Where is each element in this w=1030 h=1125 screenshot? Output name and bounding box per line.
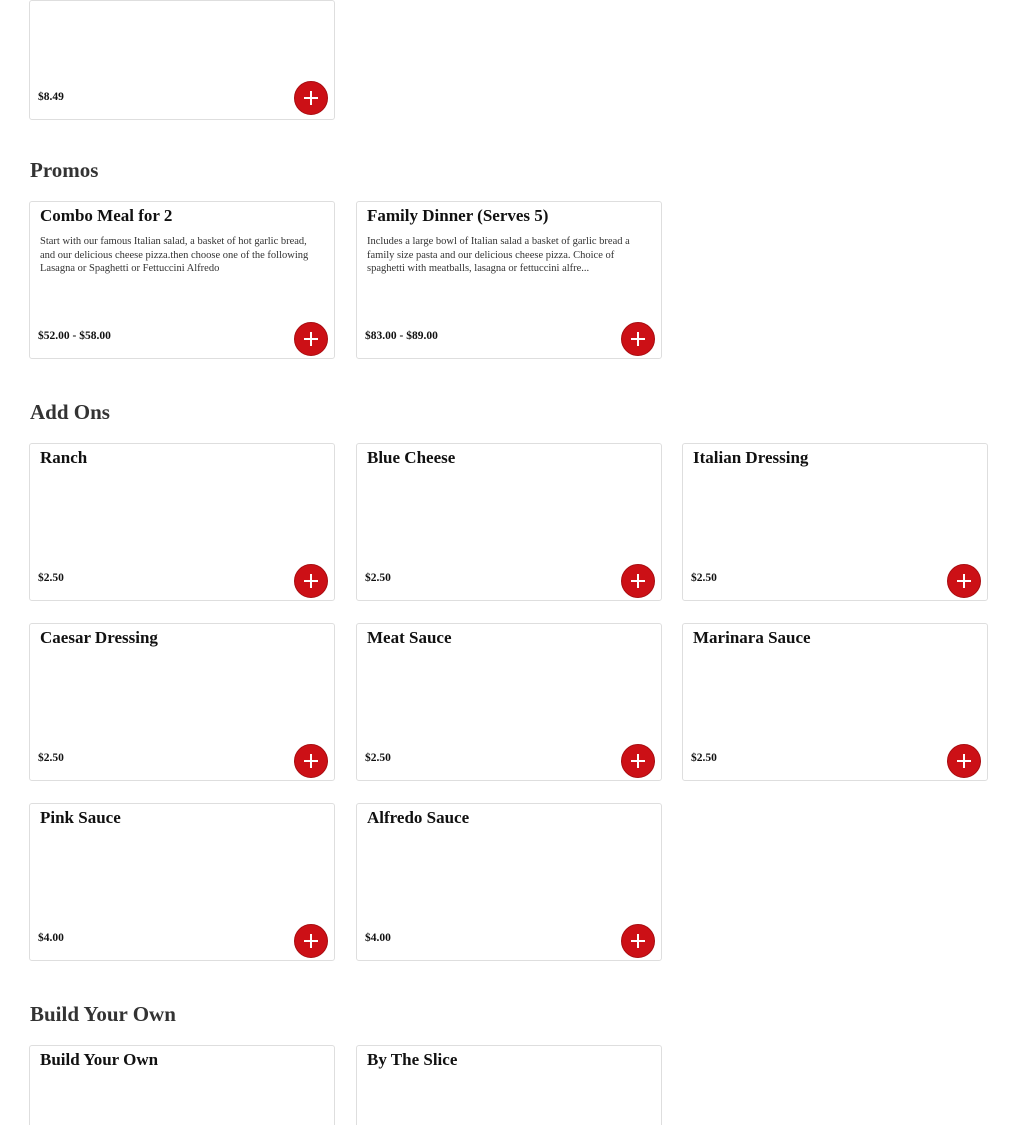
item-price: $2.50 xyxy=(365,752,391,764)
item-name: By The Slice xyxy=(367,1050,458,1069)
add-to-cart-button[interactable] xyxy=(621,744,655,778)
add-to-cart-button[interactable] xyxy=(947,744,981,778)
item-price: $4.00 xyxy=(365,932,391,944)
item-price: $52.00 - $58.00 xyxy=(38,330,111,342)
plus-icon xyxy=(304,91,318,105)
item-price: $2.50 xyxy=(38,752,64,764)
item-description: Includes a large bowl of Italian salad a basket of garlic bread a family size pasta and our delicious cheese pizza. Choice of spaghetti with meatballs, lasagna or fettuccini alfre... xyxy=(367,236,630,274)
item-name: Combo Meal for 2 xyxy=(40,206,173,225)
item-name: Marinara Sauce xyxy=(693,628,811,647)
item-name: Meat Sauce xyxy=(367,628,452,647)
plus-icon xyxy=(631,934,645,948)
item-price: $2.50 xyxy=(38,572,64,584)
section-title-promos: Promos xyxy=(30,158,99,182)
item-description: Start with our famous Italian salad, a basket of hot garlic bread, and our delicious cheese pizza.then choose one of the following Lasagna or Spaghetti or Fettuccini Alfredo xyxy=(40,236,309,274)
add-to-cart-button[interactable] xyxy=(294,81,328,115)
menu-item-card[interactable] xyxy=(356,1045,662,1125)
plus-icon xyxy=(304,934,318,948)
item-name: Alfredo Sauce xyxy=(367,808,470,827)
add-to-cart-button[interactable] xyxy=(294,564,328,598)
plus-icon xyxy=(631,332,645,346)
menu-item-card[interactable] xyxy=(29,803,335,961)
plus-icon xyxy=(304,754,318,768)
menu-item-card[interactable] xyxy=(29,0,335,120)
section-title-build-your-own: Build Your Own xyxy=(30,1002,176,1026)
menu-item-card[interactable] xyxy=(29,1045,335,1125)
plus-icon xyxy=(957,574,971,588)
menu-item-card[interactable] xyxy=(682,623,988,781)
menu-item-card[interactable] xyxy=(29,201,335,359)
plus-icon xyxy=(304,574,318,588)
menu-item-card[interactable] xyxy=(29,443,335,601)
add-to-cart-button[interactable] xyxy=(621,322,655,356)
plus-icon xyxy=(631,754,645,768)
menu-item-card[interactable] xyxy=(682,443,988,601)
plus-icon xyxy=(631,574,645,588)
plus-icon xyxy=(957,754,971,768)
item-name: Family Dinner (Serves 5) xyxy=(367,206,549,225)
add-to-cart-button[interactable] xyxy=(621,924,655,958)
item-price: $2.50 xyxy=(691,752,717,764)
menu-item-card[interactable] xyxy=(356,623,662,781)
section-title-add-ons: Add Ons xyxy=(30,400,110,424)
item-price: $8.49 xyxy=(38,91,64,103)
add-to-cart-button[interactable] xyxy=(294,744,328,778)
menu-item-card[interactable] xyxy=(356,201,662,359)
add-to-cart-button[interactable] xyxy=(947,564,981,598)
item-price: $2.50 xyxy=(365,572,391,584)
item-price: $83.00 - $89.00 xyxy=(365,330,438,342)
item-name: Ranch xyxy=(40,448,88,467)
menu-item-card[interactable] xyxy=(29,623,335,781)
add-to-cart-button[interactable] xyxy=(621,564,655,598)
menu-item-card[interactable] xyxy=(356,443,662,601)
item-name: Build Your Own xyxy=(40,1050,159,1069)
item-name: Italian Dressing xyxy=(693,448,809,467)
add-to-cart-button[interactable] xyxy=(294,924,328,958)
menu-item-card[interactable] xyxy=(356,803,662,961)
item-name: Pink Sauce xyxy=(40,808,121,827)
item-name: Caesar Dressing xyxy=(40,628,158,647)
item-price: $4.00 xyxy=(38,932,64,944)
item-name: Blue Cheese xyxy=(367,448,456,467)
plus-icon xyxy=(304,332,318,346)
add-to-cart-button[interactable] xyxy=(294,322,328,356)
item-price: $2.50 xyxy=(691,572,717,584)
